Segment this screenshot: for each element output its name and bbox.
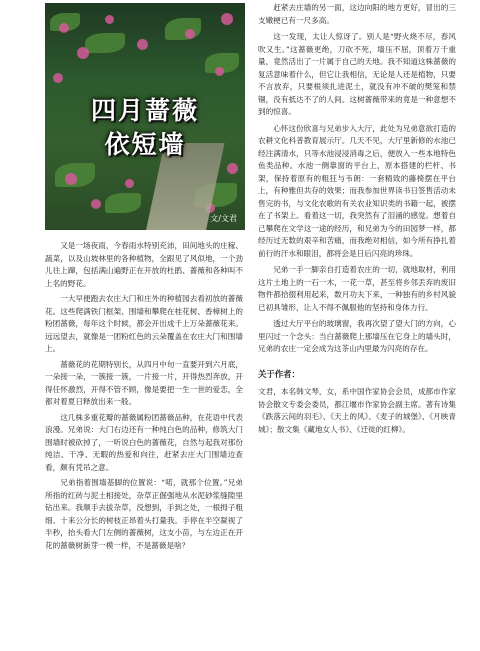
paragraph: 这几株多重花瓣的蔷薇属粉团蔷薇品种，在花语中代表浪漫。兄弟说：大门右边还有一种纯白色的品种，修筑大门围墙时被砍掉了，一听说白色的蔷薇花，自然与起我对那份纯洁、干净、无暇的热爱和向往，赶紧去庄大门围墙边查看，颇有凭吊之意。 [45, 412, 243, 472]
hero-title-line1: 四月蔷薇 [90, 96, 199, 125]
paragraph: 心怀这份欣喜与兄弟步入大厅，此处为兄弟意欲打造的农耕文化科普教育展示厅。几天不见，大厅里新修的水池已经注满清水，只等水池浸浸消毒之后，便放入一些本地特色鱼类品种。水池一侧靠窗的平台上，原本搭建的栏杆、书架，保持着原有的粗狂与韦朗：一套精致的藤椅摆在平台上，有种雅但共存的效果；而我参加世界读书日签售活动未售完的书，与文化农歌的有关农业知识类的书籍一起，被摆在了书架上。看着这一切，我突然有了泪涌的感觉。想着自己攀爬在文学这一途的经历，和兄弟为今的田园梦一样，都经历过无数的艰辛和苦痛，而我绝对相信，如今所有挣扎着前行的汗水和眼泪，都将会是日后闪亮的珍珠。 [258, 123, 456, 258]
hero-image [45, 3, 245, 230]
paragraph: 蔷薇花的花期特别长，从四月中旬一直要开到六月底，一朵接一朵，一簇接一簇，一片接一片，开得热烈奔放，开得任怀激烈，开得不管不顾，像是要把一生一世的爱恋，全都对着夏日释放出来一般。 [45, 359, 243, 406]
paragraph: 赶紧去庄墙的另一面，这边向阳的地方更好，冒出的三支嫩梗已有一尺多高。 [258, 3, 456, 25]
paragraph: 兄弟指着围墙基脚的位置说：“喏，就那个位置。”兄弟所指的红砖与泥土相接处，杂草正倔强地从水泥砂浆缝隙里钻出来。我顺手去拔杂草，没想到，手到之处，一根拇子粗细、十来公分长的树枝正昂着头打量我。手停在半空凝视了半秒，抬头看大门左侧的蔷薇树，这支小苗，与左边正在开花的蔷薇树新芽一模一样，不是蔷薇是啥？ [45, 478, 243, 550]
paragraph: 又是一场夜雨，今春雨水特别充沛，田间地头的庄稼、蔬菜，以及山坡林里的各种植物，全跟见了风似地，一个劲儿往上蹿，包括满山遍野正在开放的杜鹃、蔷薇和各种叫不上名的野花。 [45, 241, 243, 288]
paragraph: 透过大厅平台的玻璃窗，我再次望了望大门的方向，心里闪过一个念头：当白蔷薇爬上那墙压在它身上的墙头时，兄弟的农庄一定会成为这茶山内里最为闪亮的存在。 [258, 319, 456, 353]
paragraph: 兄弟一手一脚亲自打造着农庄的一切，就地取材，利用这片土地上的一石一木，一花一草，甚至将乡邻丢弃的废旧物件都拾掇利用起来，数月功夫下来，一种独有的乡村风貌已初具雏形，让人不得不佩服他的坚持和身体力行。 [258, 265, 456, 312]
hero-author-tag: 文/文君 [210, 214, 237, 223]
hero-title-line2: 依短墙 [104, 130, 186, 159]
right-column [258, 2, 456, 440]
author-bio: 文君，本名韩文琴，女，系中国作家协会会员，成都市作家协会散文专委会委员，都江堰市作家协会副主席。著有诗集《跌落云间的羽毛》、《天上的风》、《麦子的城堡》、《月映青城》；散文集《藏地女人书》、《迁徙的红柳》。 [258, 387, 456, 434]
author-heading: 关于作者： [258, 368, 300, 379]
paragraph: 这一发现，太让人惊讶了。别人是“野火烧不尽，春风吹又生。”这蔷薇更绝，刀砍不死，墙压不屈，顶着万千重量，竟然活出了一片属于自己的天地。我不知道这株蔷薇的复活意味着什么，但它让我相信，无论是人还是植物，只要不言放弃，只要根须扎进泥土，就没有冲不破的樊笼和禁锢，没有抵达不了的人间。这树蔷薇带来的竟是一种意想不到的惊喜。 [258, 32, 456, 116]
left-column [45, 240, 243, 555]
paragraph: 一大早便跑去农庄大门和庄外的种植园去看初放的蔷薇花。这些爬满铁门框架、围墙和攀爬在桂花树、香樟树上的粉团蔷薇，每年这个时候，都会开出成千上万朵蔷薇花来。远远望去，就像是一团粉红色的云朵覆盖在农庄大门和围墙上。 [45, 294, 243, 353]
